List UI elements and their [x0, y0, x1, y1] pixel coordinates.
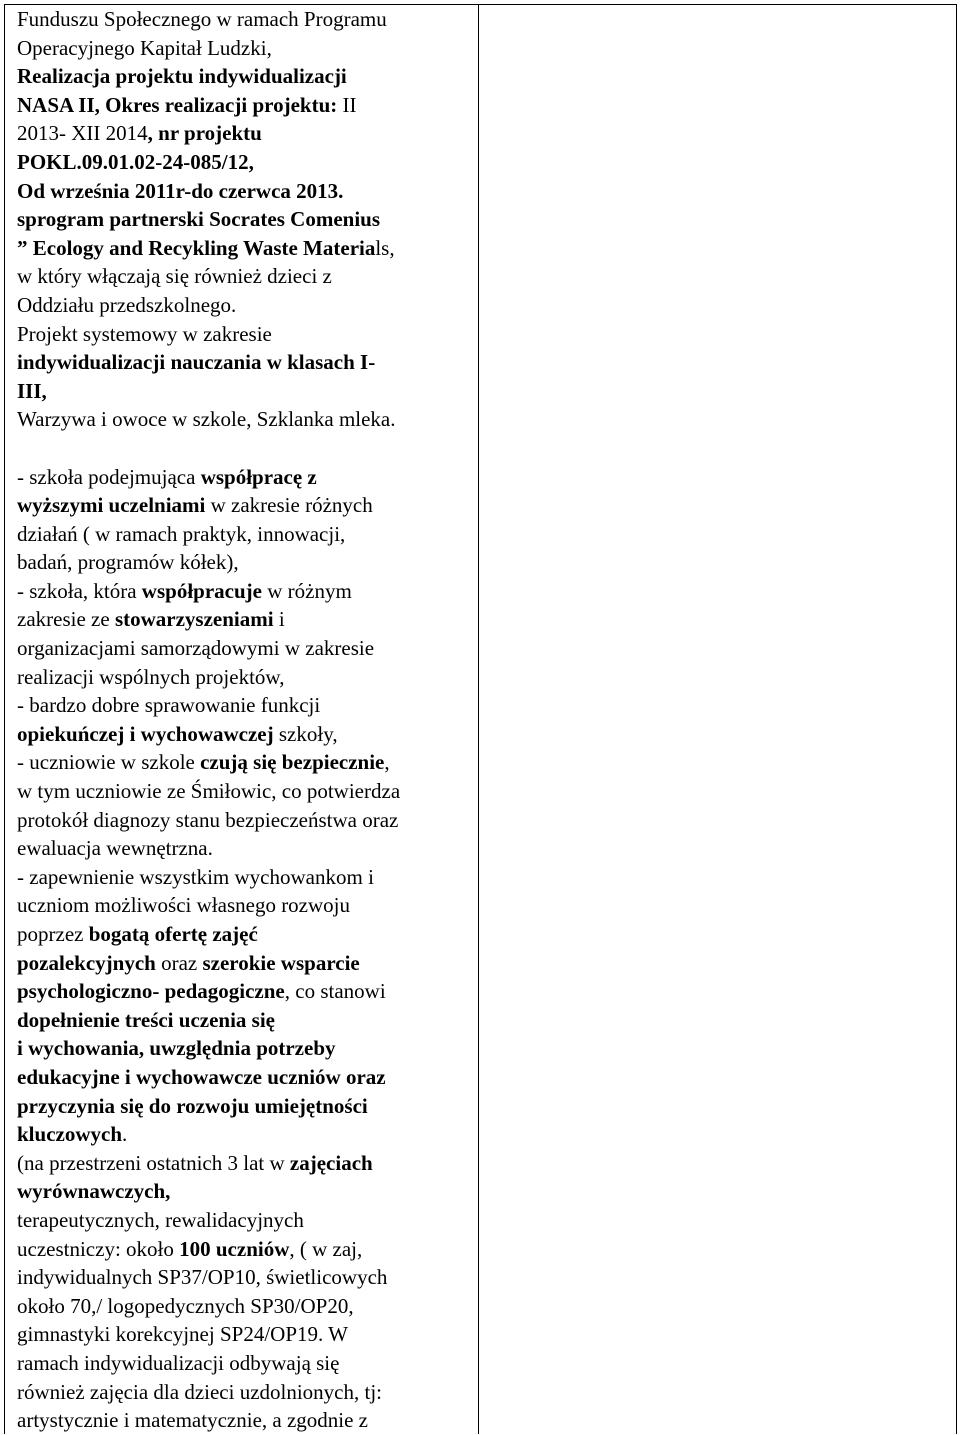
text-line: [17, 691, 475, 720]
text: w różnym: [261, 578, 352, 603]
text-line: [17, 605, 475, 634]
text: w który włączają się również dzieci z: [17, 264, 332, 289]
bold-text: czują się bezpiecznie: [200, 750, 385, 775]
text-line: [17, 1063, 475, 1092]
text: organizacjami samorządowymi w zakresie: [17, 636, 375, 661]
left-column: [17, 5, 475, 1435]
bold-text: współpracę z: [200, 464, 317, 489]
text-line: [17, 777, 475, 806]
text-line: [17, 977, 475, 1006]
text-line: [17, 205, 475, 234]
text: Warzywa i owoce w szkole, Szklanka mleka.: [17, 407, 396, 432]
text: szkoły,: [273, 721, 338, 746]
text-line: [17, 1120, 475, 1149]
text-line: [17, 1292, 475, 1321]
text: działań ( w ramach praktyk, innowacji,: [17, 521, 346, 546]
text: .: [122, 1122, 128, 1147]
column-divider: [478, 4, 479, 1434]
bold-text: dopełnienie treści uczenia się: [17, 1007, 275, 1032]
text-line: [17, 405, 475, 434]
text-line: [17, 34, 475, 63]
text-line: [17, 1206, 475, 1235]
text: terapeutycznych, rewalidacyjnych: [17, 1207, 304, 1232]
text: badań, programów kółek),: [17, 550, 239, 575]
text-line: [17, 748, 475, 777]
text: uczniom możliwości własnego rozwoju: [17, 893, 351, 918]
text: Operacyjnego Kapitał Ludzki,: [17, 35, 272, 60]
text: - szkoła podejmująca: [17, 464, 201, 489]
text: artystycznie i matematycznie, a zgodnie z: [17, 1408, 369, 1433]
bold-text: , nr projektu: [147, 121, 262, 146]
text-line: [17, 863, 475, 892]
text-line: [17, 1092, 475, 1121]
text: uczestniczy: około: [17, 1236, 180, 1261]
text-line: [17, 491, 475, 520]
bold-text: opiekuńczej i wychowawczej: [17, 721, 274, 746]
text-line: [17, 1149, 475, 1178]
text-line: [17, 234, 475, 263]
bold-text: Realizacja projektu indywidualizacji: [17, 64, 347, 89]
text: 2013- XII 2014: [17, 121, 148, 146]
text-line: [17, 834, 475, 863]
text: ls,: [375, 235, 395, 260]
bold-text: zajęciach: [289, 1150, 373, 1175]
bold-text: bogatą ofertę zajęć: [88, 922, 258, 946]
text: Projekt systemowy w zakresie: [17, 321, 272, 346]
text: protokół diagnozy stanu bezpieczeństwa oraz: [17, 807, 399, 832]
text-line: [17, 377, 475, 406]
bold-text: indywidualizacji nauczania w klasach I-: [17, 350, 376, 375]
text: Oddziału przedszkolnego.: [17, 292, 237, 317]
text-line: [17, 1263, 475, 1292]
text: - bardzo dobre sprawowanie funkcji: [17, 693, 321, 718]
text-line: [17, 577, 475, 606]
bold-text: Od września 2011r-do czerwca 2013.: [17, 178, 344, 203]
text-line: [17, 177, 475, 206]
text: ramach indywidualizacji odbywają się: [17, 1350, 340, 1375]
bold-text: 100 uczniów: [179, 1236, 290, 1261]
text: ewaluacja wewnętrzna.: [17, 836, 213, 861]
bold-text: psychologiczno- pedagogiczne: [17, 979, 285, 1004]
text-line: [17, 1235, 475, 1264]
bold-text: stowarzyszeniami: [114, 607, 274, 632]
text: gimnastyki korekcyjnej SP24/OP19. W: [17, 1322, 348, 1347]
text-line: [17, 720, 475, 749]
text-line: [17, 1006, 475, 1035]
text: indywidualnych SP37/OP10, świetlicowych: [17, 1265, 388, 1290]
text: realizacji wspólnych projektów,: [17, 664, 285, 689]
bold-text: i wychowania, uwzględnia potrzeby: [17, 1036, 336, 1061]
bold-text: pozalekcyjnych: [17, 950, 156, 975]
text: i: [273, 607, 285, 632]
text-line: [17, 520, 475, 549]
text-line: [17, 1177, 475, 1206]
text-line: [17, 806, 475, 835]
text: poprzez: [17, 922, 89, 946]
text: około 70,/ logopedycznych SP30/OP20,: [17, 1293, 354, 1318]
text: - uczniowie w szkole: [17, 750, 201, 775]
text-line: [17, 62, 475, 91]
text: zakresie ze: [17, 607, 115, 632]
text: , ( w zaj,: [289, 1236, 363, 1261]
text-line: [17, 1034, 475, 1063]
bold-text: szerokie wsparcie: [202, 950, 360, 975]
text-line: [17, 1349, 475, 1378]
text: , co stanowi: [284, 979, 386, 1004]
text-line: [17, 548, 475, 577]
text-line: [17, 663, 475, 692]
text: w zakresie różnych: [205, 493, 373, 518]
programs-paragraph: [17, 5, 475, 434]
text-line: [17, 634, 475, 663]
text-line: [17, 91, 475, 120]
text: - szkoła, która: [17, 578, 142, 603]
text: ,: [384, 750, 390, 775]
bold-text: ” Ecology and Recykling Waste Materia: [17, 235, 376, 260]
text-line: [17, 1378, 475, 1407]
text: oraz: [155, 950, 203, 975]
text-line: [17, 348, 475, 377]
text-line: [17, 891, 475, 920]
text: - zapewnienie wszystkim wychowankom i: [17, 864, 374, 889]
text-line: [17, 463, 475, 492]
text: również zajęcia dla dzieci uzdolnionych, tj:: [17, 1379, 383, 1404]
text-line: [17, 148, 475, 177]
paragraph-gap: [17, 434, 475, 463]
bold-text: sprogram partnerski Socrates Comenius: [17, 207, 381, 232]
text-line: [17, 320, 475, 349]
bold-text: współpracuje: [141, 578, 262, 603]
bold-text: III,: [17, 378, 47, 403]
text: w tym uczniowie ze Śmiłowic, co potwierdza: [17, 779, 401, 804]
text-line: [17, 262, 475, 291]
text: Funduszu Społecznego w ramach Programu: [17, 7, 387, 31]
text-line: [17, 1320, 475, 1349]
strengths-paragraph: [17, 463, 475, 1435]
text-line: [17, 291, 475, 320]
text: II: [337, 92, 357, 117]
bold-text: przyczynia się do rozwoju umiejętności: [17, 1093, 368, 1118]
bold-text: NASA II, Okres realizacji projektu:: [17, 92, 338, 117]
text-line: [17, 1406, 475, 1435]
bold-text: wyrównawczych,: [17, 1179, 171, 1204]
text: (na przestrzeni ostatnich 3 lat w: [17, 1150, 290, 1175]
bold-text: POKL.09.01.02-24-085/12,: [17, 149, 254, 174]
text-line: [17, 5, 475, 34]
bold-text: wyższymi uczelniami: [17, 493, 206, 518]
bold-text: edukacyjne i wychowawcze uczniów oraz: [17, 1064, 386, 1089]
bold-text: kluczowych: [17, 1122, 122, 1147]
text-line: [17, 949, 475, 978]
text-line: [17, 920, 475, 949]
text-line: [17, 119, 475, 148]
